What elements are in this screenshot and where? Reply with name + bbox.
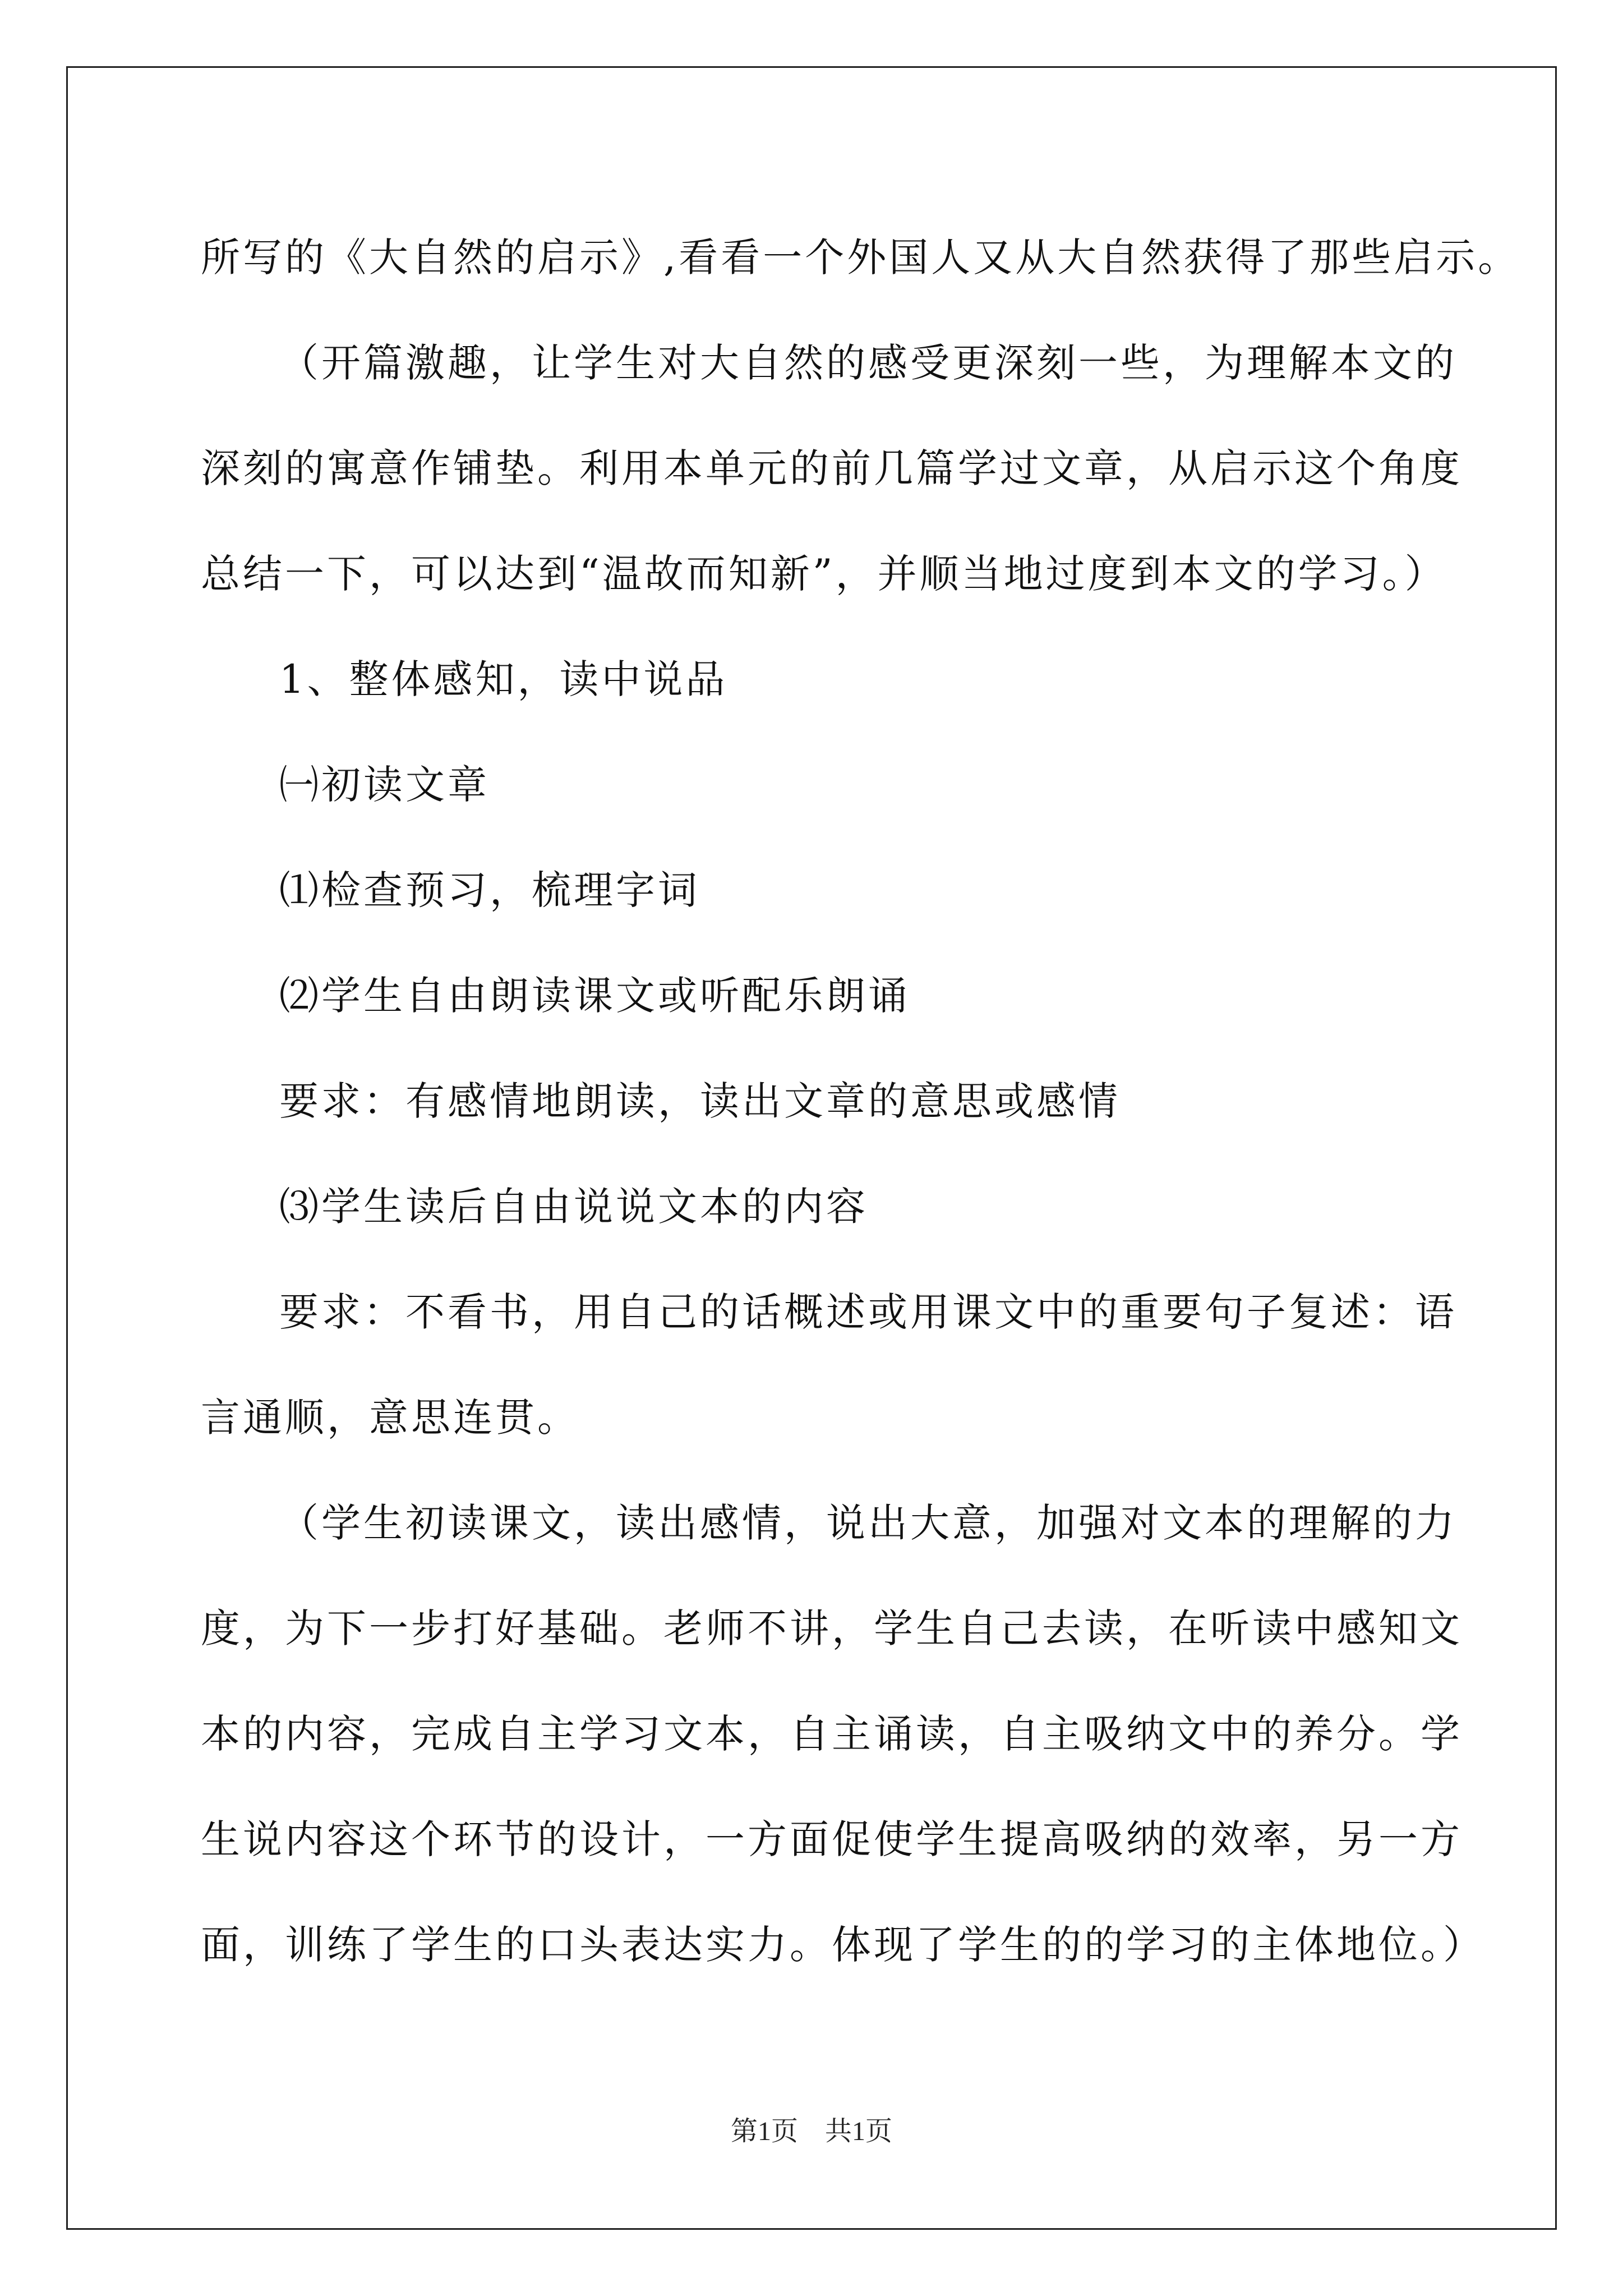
text-line-4: 总结一下，可以达到“温故而知新”，并顺当地过度到本文的学习。） (201, 551, 1447, 597)
subsection-heading: ㈠初读文章 (279, 762, 490, 808)
step-3: ⑶学生读后自由说说文本的内容 (279, 1184, 868, 1230)
text-line-3: 深刻的寓意作铺垫。利用本单元的前几篇学过文章，从启示这个角度 (201, 445, 1463, 491)
page-footer (0, 2115, 1623, 2148)
document-body (201, 205, 1520, 1998)
commentary-line-4: 生说内容这个环节的设计，一方面促使学生提高吸纳的效率，另一方 (201, 1816, 1463, 1862)
text-line-1: 所写的《大自然的启示》,看看一个外国人又从大自然获得了那些启示。 (201, 234, 1520, 280)
commentary-line-1: （学生初读课文，读出感情，说出大意，加强对文本的理解的力 (279, 1500, 1457, 1546)
commentary-line-5: 面，训练了学生的口头表达实力。体现了学生的的学习的主体地位。） (201, 1922, 1485, 1968)
requirement-2: 要求：不看书，用自己的话概述或用课文中的重要句子复述：语 (279, 1289, 1457, 1335)
page-number: 第1页 (730, 2116, 798, 2146)
step-1: ⑴检查预习，梳理字词 (279, 867, 700, 913)
text-line-2: （开篇激趣，让学生对大自然的感受更深刻一些，为理解本文的 (279, 340, 1457, 386)
commentary-line-3: 本的内容，完成自主学习文本，自主诵读，自主吸纳文中的养分。学 (201, 1711, 1463, 1757)
requirement-1: 要求：有感情地朗读，读出文章的意思或感情 (279, 1078, 1121, 1124)
page-total: 共1页 (825, 2116, 893, 2146)
step-2: ⑵学生自由朗读课文或听配乐朗诵 (279, 973, 910, 1019)
section-heading: 1、整体感知，读中说品 (279, 656, 728, 702)
commentary-line-2: 度，为下一步打好基础。老师不讲，学生自己去读，在听读中感知文 (201, 1605, 1463, 1651)
requirement-2-continued: 言通顺，意思连贯。 (201, 1395, 579, 1441)
